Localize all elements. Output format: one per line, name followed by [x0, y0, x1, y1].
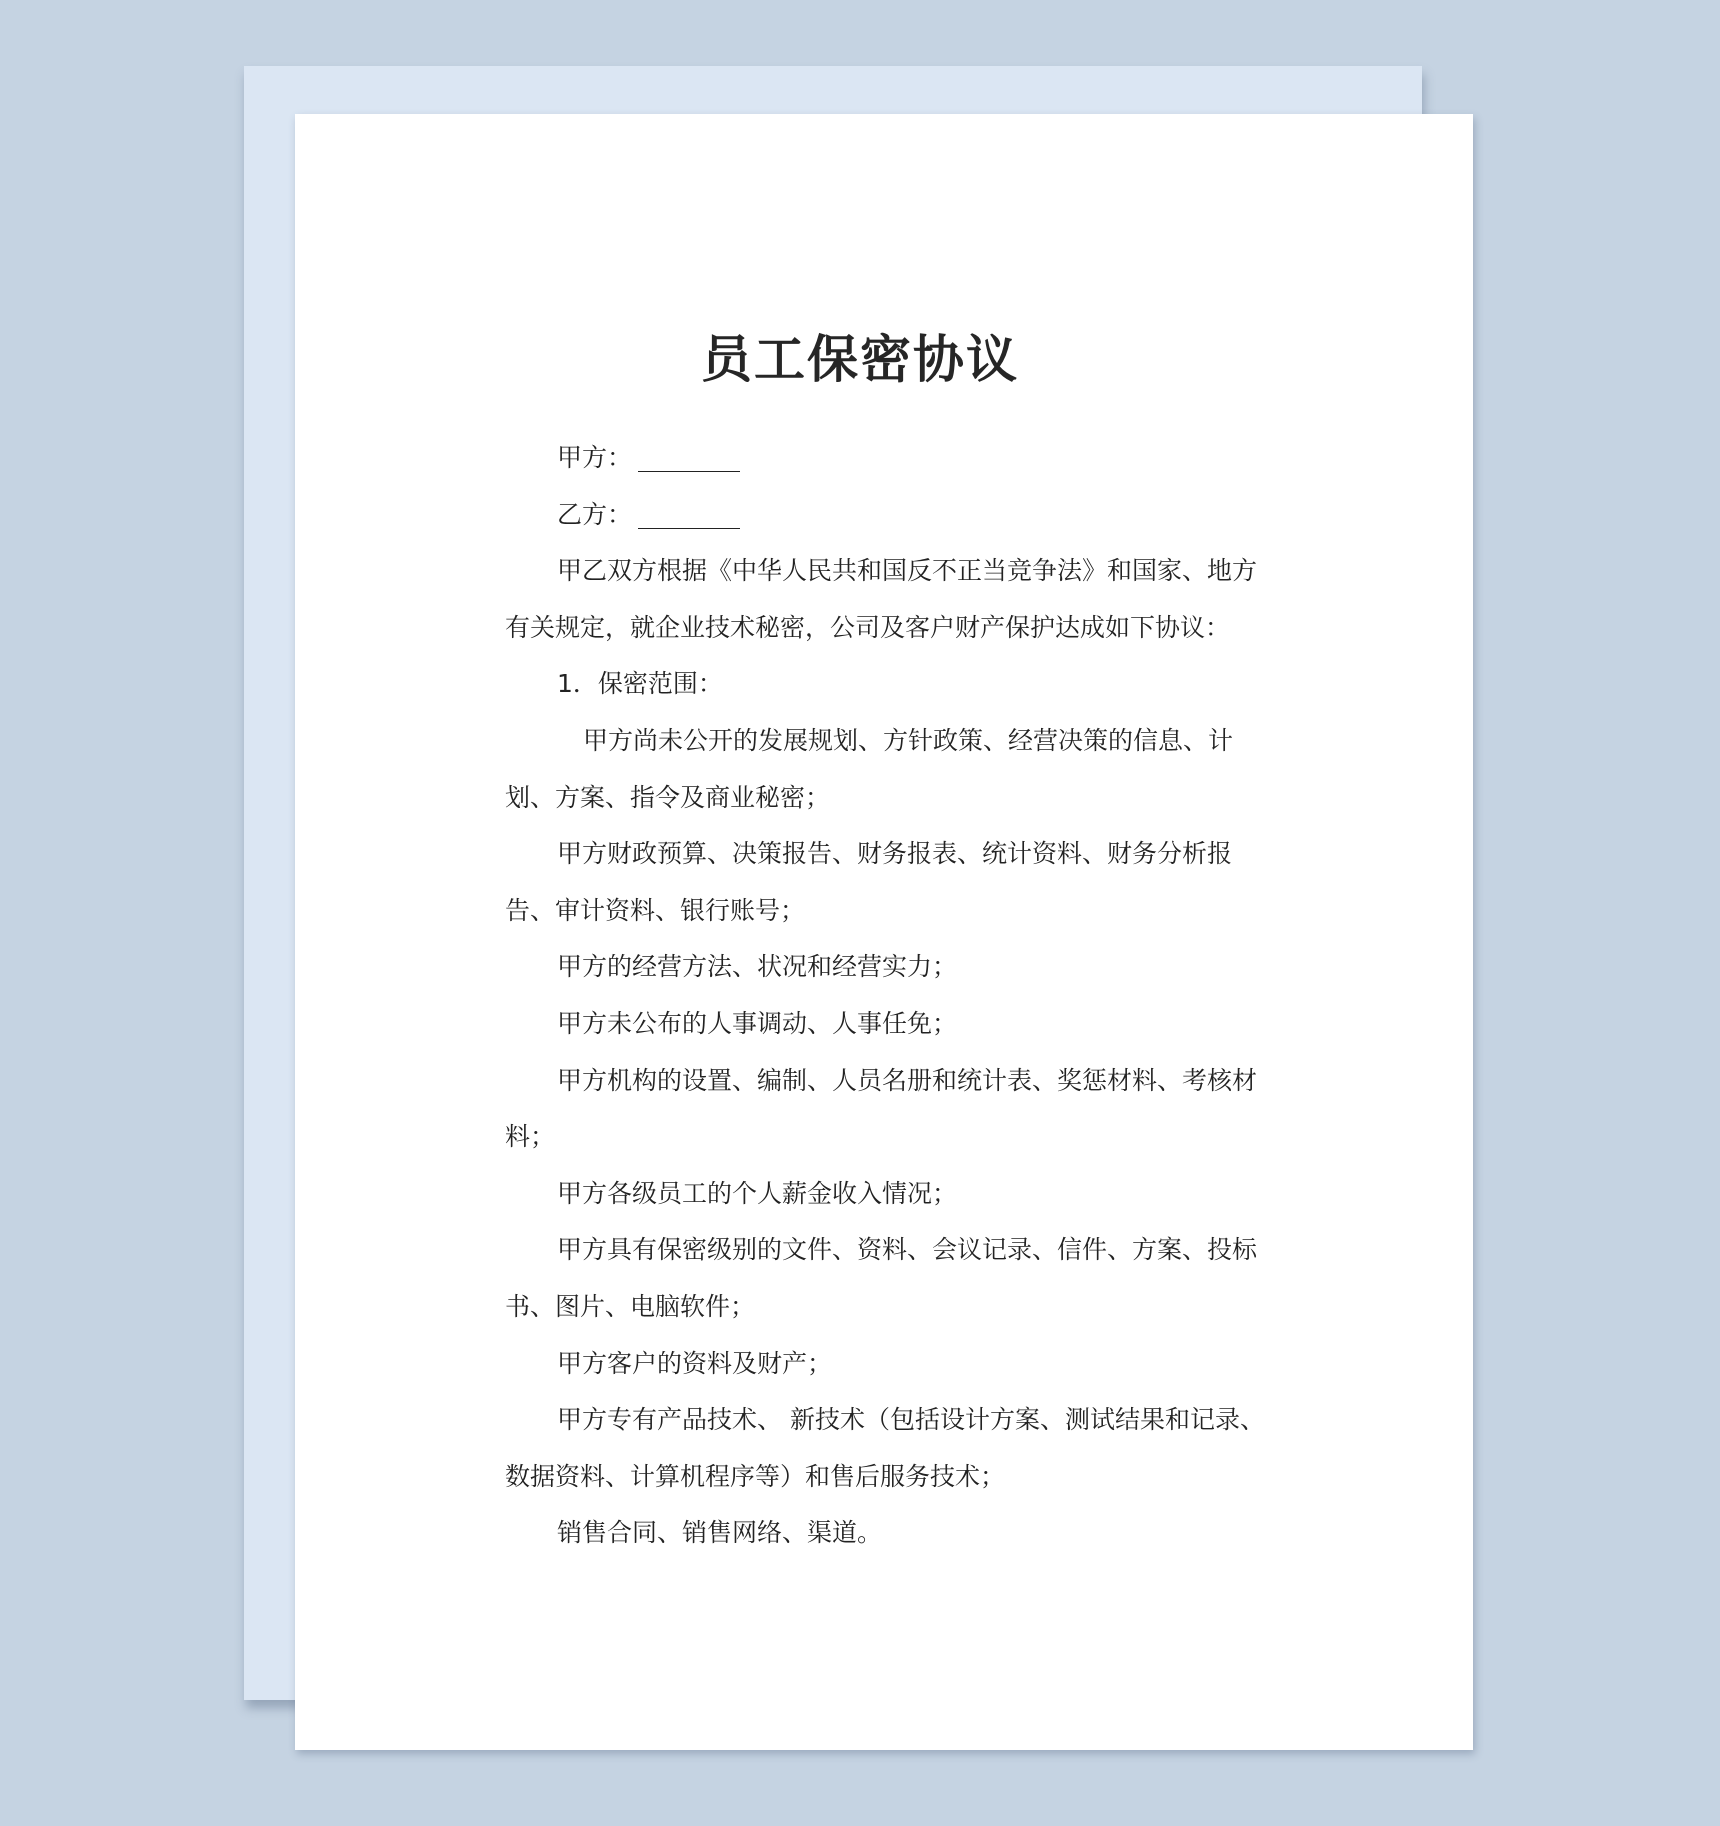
document-body — [505, 430, 1275, 1562]
document-title: 员工保密协议 — [700, 331, 1019, 390]
clause-sales: 销售合同、销售网络、渠道。 — [557, 1518, 883, 1548]
party-b-label: 乙方： — [557, 499, 633, 529]
intro-paragraph: 甲乙双方根据《中华人民共和国反不正当竞争法》和国家、地方有关规定，就企业技术秘密，公司及客户财产保护达成如下协议： — [505, 556, 1258, 642]
clause-operations: 甲方的经营方法、状况和经营实力； — [557, 952, 958, 982]
party-b-line — [505, 487, 1275, 544]
clause-plans: 甲方尚未公开的发展规划、方针政策、经营决策的信息、计划、方案、指令及商业秘密； — [505, 725, 1234, 812]
party-b-blank — [638, 498, 740, 529]
clause-personnel: 甲方未公布的人事调动、人事任免； — [557, 1008, 958, 1038]
section-heading-scope: 1．保密范围： — [557, 669, 723, 699]
party-a-label: 甲方： — [557, 443, 633, 472]
clause-technology: 甲方专有产品技术、 新技术（包括设计方案、测试结果和记录、数据资料、计算机程序等）和售后服务技术； — [505, 1405, 1265, 1491]
clause-customers: 甲方客户的资料及财产； — [557, 1348, 833, 1378]
clause-salary: 甲方各级员工的个人薪金收入情况； — [557, 1178, 958, 1208]
party-a-line — [505, 430, 1275, 487]
party-a-blank — [638, 441, 740, 472]
clause-finance: 甲方财政预算、决策报告、财务报表、统计资料、财务分析报告、审计资料、银行账号； — [505, 839, 1233, 925]
clause-classified-files: 甲方具有保密级别的文件、资料、会议记录、信件、方案、投标书、图片、电脑软件； — [505, 1235, 1258, 1321]
clause-organization: 甲方机构的设置、编制、人员名册和统计表、奖惩材料、考核材料； — [505, 1065, 1258, 1152]
